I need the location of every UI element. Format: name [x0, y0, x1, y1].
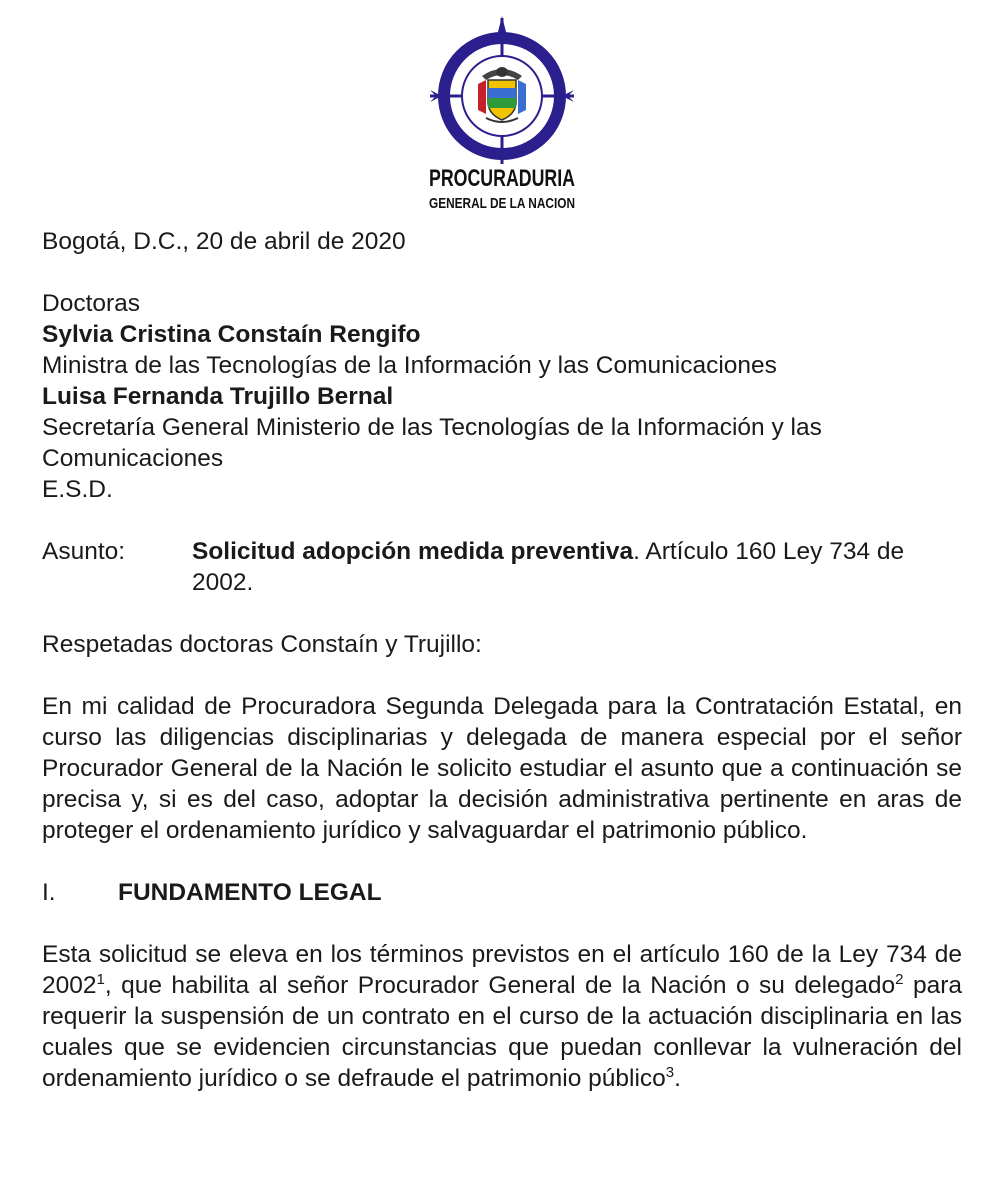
paragraph-legal-text-3: para requerir la suspensión de un contrato en el curso de la actuación disciplinaria en las cuales que se evidencien circunstancias que puedan conllevar la vulneración del ordenamiento jurídico o se defraude el patrimonio público — [42, 972, 962, 1092]
section-heading — [42, 877, 962, 908]
subject-rest: . Artículo 160 Ley 734 de 2002. — [192, 538, 905, 596]
paragraph-legal-text-1: Esta solicitud se eleva en los términos previstos en el artículo 160 de la Ley 734 de 2002 — [42, 941, 962, 999]
recipient-role-2-line2: Comunicaciones — [42, 445, 224, 472]
subject-line — [42, 536, 962, 598]
procuraduria-logo — [420, 14, 585, 214]
subject-bold: Solicitud adopción medida preventiva — [192, 538, 634, 565]
footnote-ref-2[interactable]: 2 — [895, 971, 904, 988]
salutation-title: Doctoras — [42, 290, 141, 317]
paragraph-intro: En mi calidad de Procuradora Segunda Delegada para la Contratación Estatal, en curso las diligencias disciplinarias y delegada de manera especial por el señor Procurador General de la Nación le solicito estudiar el asunto que a continuación se precisa y, si es del caso, adoptar la decisión administrativa pertinente en aras de proteger el ordenamiento jurídico y salvaguardar el patrimonio público. — [42, 693, 962, 844]
paragraph-legal-text-4: . — [674, 1065, 681, 1092]
section-title: FUNDAMENTO LEGAL — [118, 879, 382, 906]
footnote-ref-1[interactable]: 1 — [96, 971, 105, 988]
recipient-name-1: Sylvia Cristina Constaín Rengifo — [42, 321, 421, 348]
recipient-block — [42, 288, 962, 505]
section-number: I. — [42, 879, 56, 906]
recipient-role-1: Ministra de las Tecnologías de la Información y las Comunicaciones — [42, 352, 777, 379]
recipient-role-2-line1: Secretaría General Ministerio de las Tecnologías de la Información y las — [42, 414, 822, 441]
paragraph-legal-text-2: , que habilita al señor Procurador General de la Nación o su delegado — [104, 972, 896, 999]
logo-wordmark-line1: PROCURADURIA — [429, 165, 575, 192]
letter-body — [42, 226, 962, 1094]
paragraph-legal-basis — [42, 939, 962, 1094]
subject-label: Asunto: — [42, 538, 126, 565]
recipient-name-2: Luisa Fernanda Trujillo Bernal — [42, 383, 394, 410]
greeting: Respetadas doctoras Constaín y Trujillo: — [42, 631, 482, 658]
subject-value — [192, 536, 962, 598]
footnote-ref-3[interactable]: 3 — [665, 1064, 675, 1081]
logo-wordmark-line2: GENERAL DE LA NACION — [429, 195, 575, 212]
date-line: Bogotá, D.C., 20 de abril de 2020 — [42, 228, 406, 255]
esd-line: E.S.D. — [42, 476, 113, 503]
